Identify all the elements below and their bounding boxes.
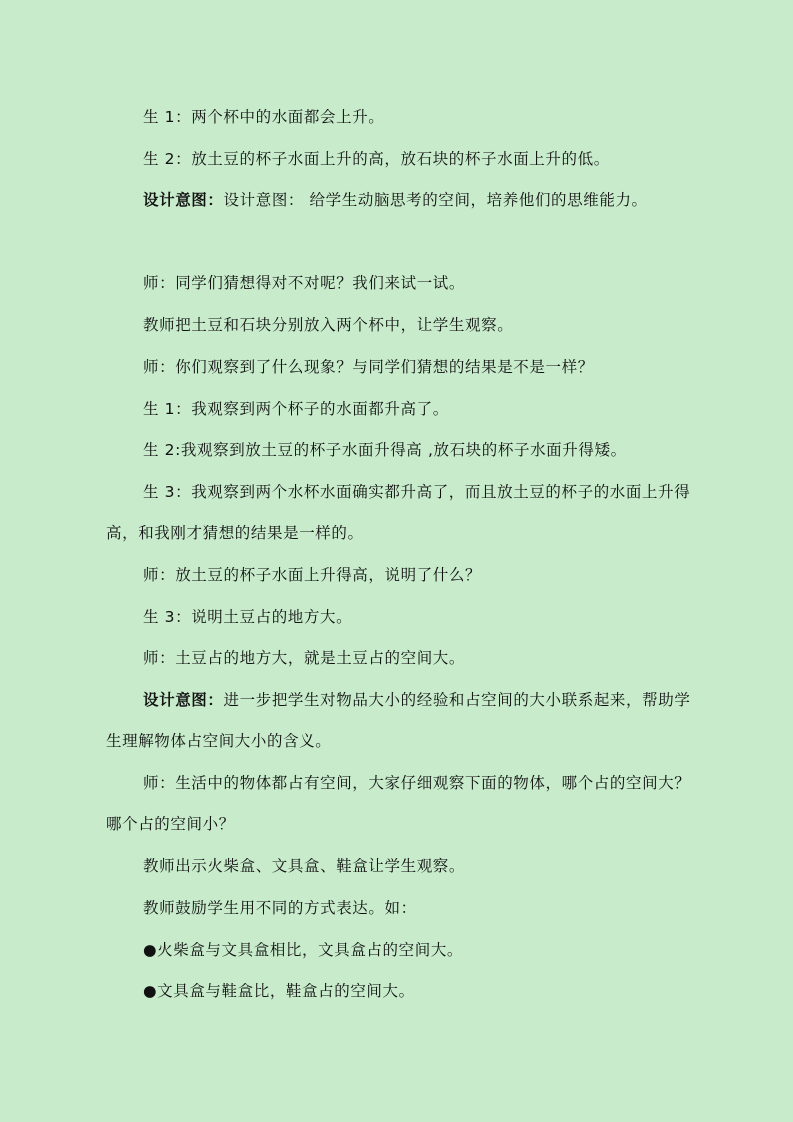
paragraph-teacher-space: 师：土豆占的地方大，就是土豆占的空间大。 bbox=[143, 649, 466, 667]
paragraph-teacher-encourage: 教师鼓励学生用不同的方式表达。如： bbox=[143, 899, 417, 917]
paragraph-student2-prediction: 生 2：放土豆的杯子水面上升的高，放石块的杯子水面上升的低。 bbox=[143, 150, 610, 168]
paragraph-teacher-question: 师：你们观察到了什么现象？与同学们猜想的结果是不是一样？ bbox=[143, 358, 594, 376]
paragraph-design-intent-2 bbox=[106, 680, 696, 762]
paragraph-student1-prediction: 生 1：两个杯中的水面都会上升。 bbox=[143, 108, 385, 126]
design-intent-label-1: 设计意图： bbox=[143, 191, 224, 209]
paragraph-teacher-objects: 师：生活中的物体都占有空间，大家仔细观察下面的物体，哪个占的空间大？哪个占的空间小？ bbox=[106, 774, 691, 833]
paragraph-student3-observation: 生 3：我观察到两个水杯水面确实都升高了，而且放土豆的杯子的水面上升得高，和我刚才猜想的结果是一样的。 bbox=[106, 483, 691, 542]
paragraph-teacher-action: 教师把土豆和石块分别放入两个杯中，让学生观察。 bbox=[143, 316, 514, 334]
bullet-item-shoebox: ●文具盒与鞋盒比，鞋盒占的空间大。 bbox=[143, 982, 415, 1000]
paragraph-design-intent-1 bbox=[106, 180, 696, 221]
design-intent-text-2: 进一步把学生对物品大小的经验和占空间的大小联系起来，帮助学生理解物体占空间大小的含义。 bbox=[106, 691, 691, 750]
paragraph-teacher-meaning: 师：放土豆的杯子水面上升得高，说明了什么？ bbox=[143, 566, 482, 584]
design-intent-text-1: 设计意图： 给学生动脑思考的空间，培养他们的思维能力。 bbox=[223, 191, 648, 209]
paragraph-student1-observation: 生 1：我观察到两个杯子的水面都升高了。 bbox=[143, 400, 449, 418]
paragraph-student2-observation: 生 2:我观察到放土豆的杯子水面升得高 ,放石块的杯子水面升得矮。 bbox=[143, 441, 627, 459]
paragraph-teacher-show-boxes: 教师出示火柴盒、文具盒、鞋盒让学生观察。 bbox=[143, 857, 466, 875]
paragraph-student3-answer: 生 3：说明土豆占的地方大。 bbox=[143, 608, 353, 626]
paragraph-teacher-try: 师：同学们猜想得对不对呢？我们来试一试。 bbox=[143, 274, 466, 292]
design-intent-label-2: 设计意图： bbox=[143, 691, 224, 709]
bullet-item-matchbox: ●火柴盒与文具盒相比，文具盒占的空间大。 bbox=[143, 941, 464, 959]
